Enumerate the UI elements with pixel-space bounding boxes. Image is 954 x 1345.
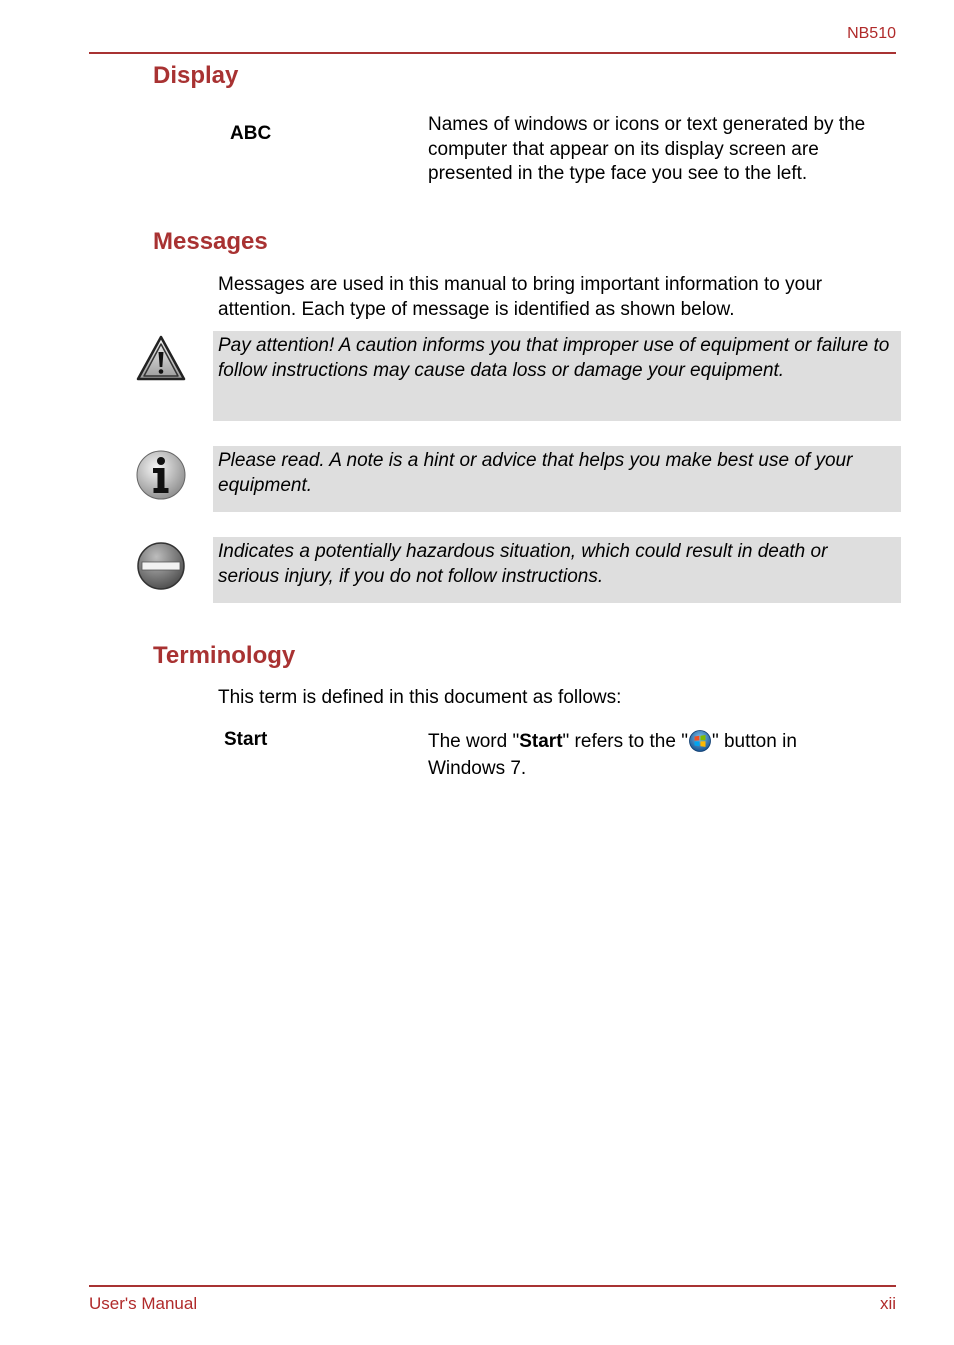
terminology-description xyxy=(428,728,848,782)
warning-icon xyxy=(135,540,187,592)
desc-middle: " refers to the " xyxy=(562,731,688,752)
footer-manual-title: User's Manual xyxy=(89,1294,198,1313)
caution-icon xyxy=(135,333,187,385)
heading-terminology: Terminology xyxy=(153,642,296,669)
header-rule xyxy=(89,52,896,54)
caution-message: Pay attention! A caution informs you that improper use of equipment or failure to follow instructions may cause data loss or damage your equipment. xyxy=(213,331,901,421)
note-message: Please read. A note is a hint or advice that helps you make best use of your equipment. xyxy=(213,446,901,512)
note-icon xyxy=(135,449,187,501)
desc-prefix: The word " xyxy=(428,731,520,752)
warning-message: Indicates a potentially hazardous situation, which could result in death or serious injury, if you do not follow instructions. xyxy=(213,537,901,603)
messages-intro: Messages are used in this manual to bring important information to your attention. Each type of message is identified as shown below. xyxy=(218,274,823,320)
desc-suffix: " button in Windows 7. xyxy=(428,731,797,779)
heading-messages: Messages xyxy=(153,228,268,255)
header-model: NB510 xyxy=(847,25,896,42)
desc-bold-start: Start xyxy=(519,731,563,752)
terminology-term: Start xyxy=(224,729,268,750)
footer-page-number: xii xyxy=(879,1294,896,1313)
terminology-intro: This term is defined in this document as follows: xyxy=(218,687,622,708)
footer-rule xyxy=(89,1285,896,1287)
display-description: Names of windows or icons or text generated by the computer that appear on its display screen are presented in the type face you see to the left. xyxy=(428,114,866,184)
display-term: ABC xyxy=(230,123,272,144)
heading-display: Display xyxy=(153,62,239,89)
windows-start-icon xyxy=(689,730,711,752)
